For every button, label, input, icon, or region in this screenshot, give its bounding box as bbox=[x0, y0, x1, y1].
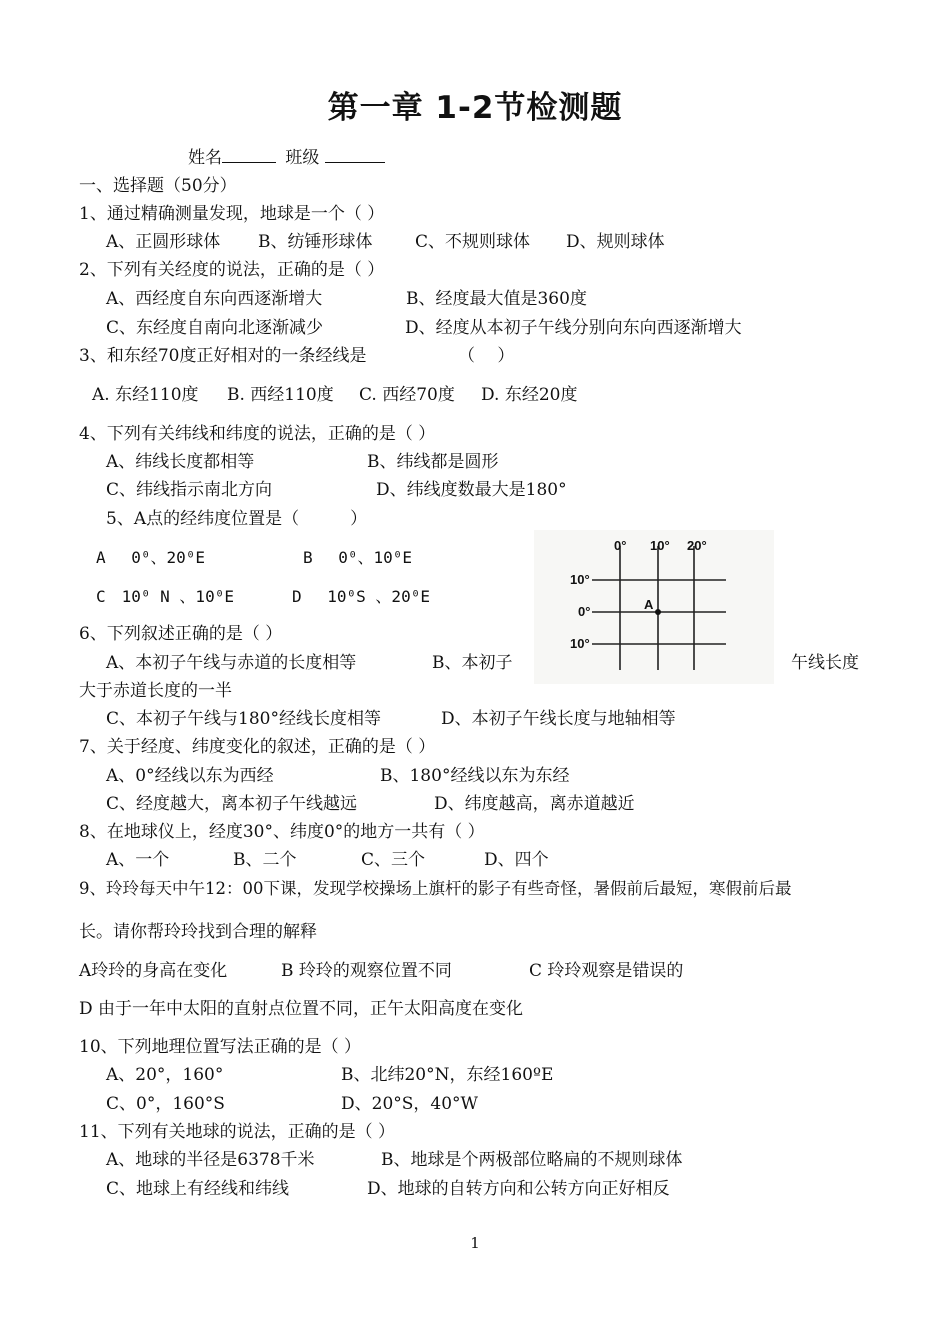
lat-long-grid-figure bbox=[534, 530, 774, 684]
q2-option-d: D、经度从本初子午线分别向东向西逐渐增大 bbox=[405, 318, 742, 338]
point-a-label: A bbox=[644, 597, 654, 612]
q6-option-b-end: 大于赤道长度的一半 bbox=[79, 681, 232, 701]
q2-option-c: C、东经度自南向北逐渐减少 bbox=[106, 318, 324, 338]
question-3-stem: 3、和东经70度正好相对的一条经线是 bbox=[79, 346, 367, 366]
question-9-stem-line2: 长。请你帮玲玲找到合理的解释 bbox=[79, 922, 317, 942]
q7-option-b: B、180°经线以东为东经 bbox=[380, 766, 570, 786]
q9-option-a: A玲玲的身高在变化 bbox=[79, 961, 228, 981]
question-1-stem: 1、通过精确测量发现，地球是一个（ ） bbox=[79, 204, 385, 224]
student-info-line bbox=[188, 148, 385, 167]
section-heading: 一、选择题（50分） bbox=[79, 176, 237, 196]
q1-option-a: A、正圆形球体 bbox=[106, 232, 221, 252]
q7-option-c: C、经度越大，离本初子午线越远 bbox=[106, 794, 358, 814]
q1-option-d: D、规则球体 bbox=[566, 232, 665, 252]
q3-option-a: A. 东经110度 bbox=[92, 385, 199, 405]
q8-option-c: C、三个 bbox=[361, 850, 426, 870]
q3-option-c: C. 西经70度 bbox=[359, 385, 455, 405]
q6-option-a: A、本初子午线与赤道的长度相等 bbox=[106, 653, 357, 673]
q6-option-c: C、本初子午线与180°经线长度相等 bbox=[106, 709, 381, 729]
q9-option-b: B 玲玲的观察位置不同 bbox=[281, 961, 452, 981]
question-10-stem: 10、下列地理位置写法正确的是（ ） bbox=[79, 1037, 362, 1057]
q5-option-b: B 0⁰、10⁰E bbox=[303, 548, 413, 567]
question-7-stem: 7、关于经度、纬度变化的叙述，正确的是（ ） bbox=[79, 737, 436, 757]
q11-option-d: D、地球的自转方向和公转方向正好相反 bbox=[367, 1179, 670, 1199]
q11-option-b: B、地球是个两极部位略扁的不规则球体 bbox=[381, 1150, 683, 1170]
question-6-stem: 6、下列叙述正确的是（ ） bbox=[79, 624, 283, 644]
q11-option-c: C、地球上有经线和纬线 bbox=[106, 1179, 290, 1199]
point-a-marker bbox=[655, 609, 661, 615]
q5-option-a: A 0⁰、20⁰E bbox=[96, 548, 206, 567]
page-number: 1 bbox=[470, 1234, 480, 1252]
q2-option-b: B、经度最大值是360度 bbox=[406, 289, 587, 309]
class-label: 班级 bbox=[285, 148, 320, 168]
question-8-stem: 8、在地球仪上，经度30°、纬度0°的地方一共有（ ） bbox=[79, 822, 485, 842]
q1-option-b: B、纺锤形球体 bbox=[258, 232, 373, 252]
figure-background bbox=[534, 530, 774, 684]
question-4-stem: 4、下列有关纬线和纬度的说法，正确的是（ ） bbox=[79, 424, 436, 444]
grid-label-lon-20: 20° bbox=[687, 538, 707, 553]
question-2-stem: 2、下列有关经度的说法，正确的是（ ） bbox=[79, 260, 385, 280]
question-5-stem: 5、A点的经纬度位置是（ ） bbox=[106, 509, 368, 529]
q2-option-a: A、西经度自东向西逐渐增大 bbox=[106, 289, 323, 309]
grid-label-lat-top: 10° bbox=[570, 572, 590, 587]
q4-option-b: B、纬线都是圆形 bbox=[367, 452, 499, 472]
grid-label-lon-0: 0° bbox=[614, 538, 627, 553]
q6-option-b-middle: 午线长度 bbox=[791, 653, 859, 673]
grid-label-lon-10: 10° bbox=[650, 538, 670, 553]
q9-option-c: C 玲玲观察是错误的 bbox=[529, 961, 684, 981]
q3-option-d: D. 东经20度 bbox=[481, 385, 578, 405]
q10-option-a: A、20°，160° bbox=[106, 1065, 224, 1085]
q4-option-d: D、纬线度数最大是180° bbox=[376, 480, 567, 500]
q8-option-a: A、一个 bbox=[106, 850, 170, 870]
q9-option-d: D 由于一年中太阳的直射点位置不同，正午太阳高度在变化 bbox=[79, 999, 524, 1019]
name-blank[interactable] bbox=[222, 148, 276, 163]
q11-option-a: A、地球的半径是6378千米 bbox=[106, 1150, 315, 1170]
q4-option-a: A、纬线长度都相等 bbox=[106, 452, 255, 472]
page-title: 第一章 1-2节检测题 bbox=[327, 90, 623, 126]
q10-option-d: D、20°S，40°W bbox=[341, 1094, 479, 1114]
grid-label-lat-bottom: 10° bbox=[570, 636, 590, 651]
q3-answer-blank: （ ） bbox=[458, 346, 515, 366]
q10-option-b: B、北纬20°N，东经160ºE bbox=[341, 1065, 554, 1085]
q7-option-a: A、0°经线以东为西经 bbox=[106, 766, 274, 786]
question-9-stem-line1: 9、玲玲每天中午12：00下课，发现学校操场上旗杆的影子有些奇怪，暑假前后最短，寒假前后最 bbox=[79, 879, 792, 898]
q1-option-c: C、不规则球体 bbox=[415, 232, 531, 252]
q3-option-b: B. 西经110度 bbox=[227, 385, 334, 405]
q4-option-c: C、纬线指示南北方向 bbox=[106, 480, 273, 500]
q7-option-d: D、纬度越高，离赤道越近 bbox=[434, 794, 635, 814]
question-11-stem: 11、下列有关地球的说法，正确的是（ ） bbox=[79, 1122, 396, 1142]
q5-option-c: C 10⁰ N 、10⁰E bbox=[96, 587, 234, 606]
q10-option-c: C、0°，160°S bbox=[106, 1094, 225, 1114]
q6-option-d: D、本初子午线长度与地轴相等 bbox=[441, 709, 676, 729]
q8-option-d: D、四个 bbox=[484, 850, 549, 870]
q6-option-b-start: B、本初子 bbox=[432, 653, 513, 673]
name-label: 姓名 bbox=[188, 148, 222, 168]
class-blank[interactable] bbox=[325, 148, 385, 163]
q8-option-b: B、二个 bbox=[233, 850, 297, 870]
grid-label-lat-0: 0° bbox=[578, 604, 591, 619]
q5-option-d: D 10⁰S 、20⁰E bbox=[292, 587, 430, 606]
